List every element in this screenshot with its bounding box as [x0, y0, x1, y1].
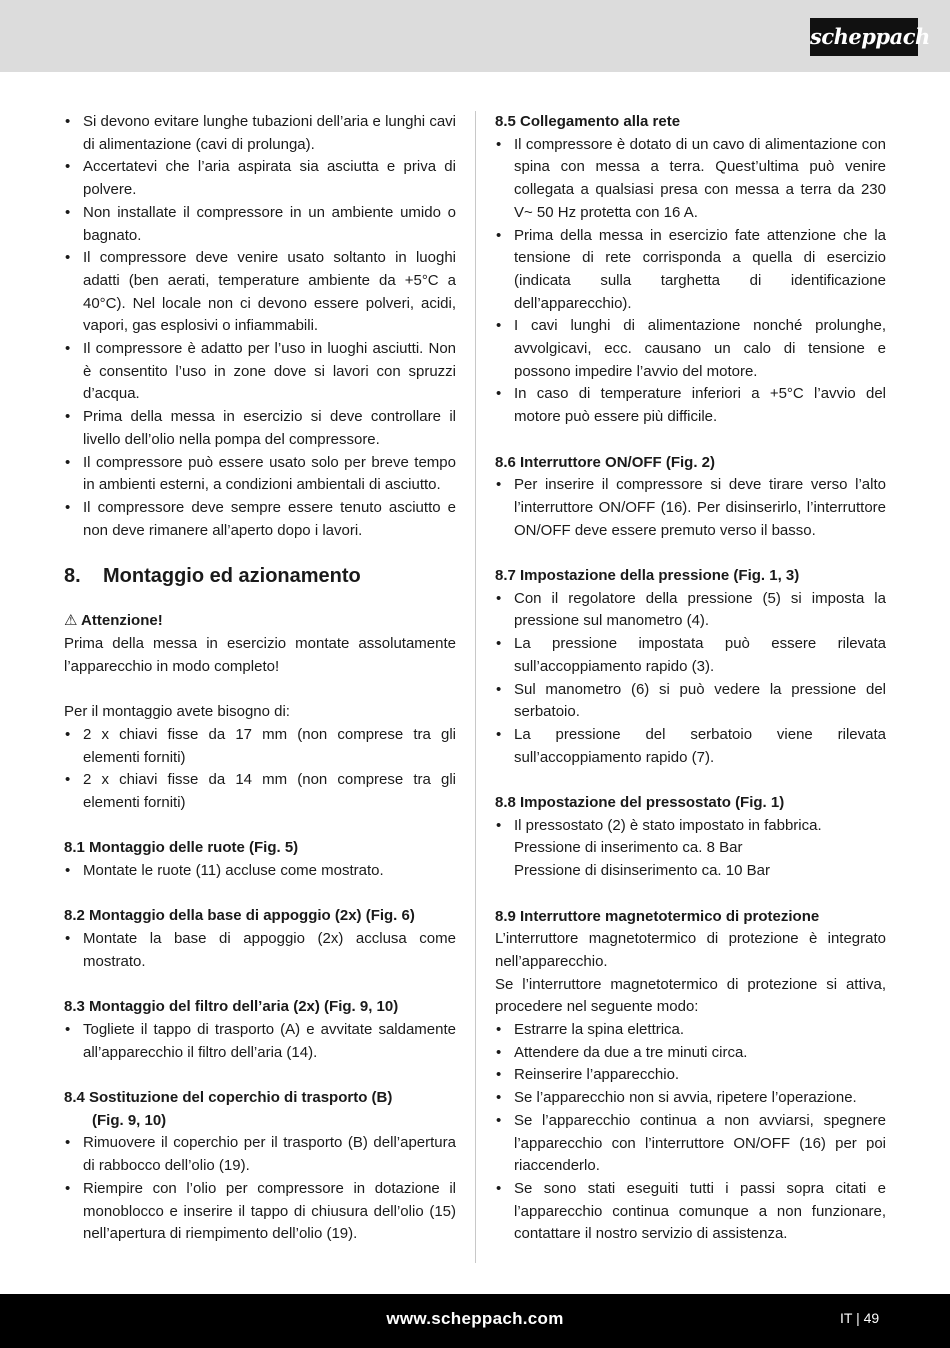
subsection-heading-8-7: 8.7 Impostazione della pressione (Fig. 1, 3)	[495, 567, 800, 585]
subsection-heading-8-8: 8.8 Impostazione del pressostato (Fig. 1)	[495, 794, 785, 812]
list-item: • Il compressore è dotato di un cavo di alimentazione con spina con messa a terra. Quest’ultima può venire collegata a qualsiasi presa con messa a terra da 230 V~ 50 Hz protetta con 16 A.	[495, 134, 886, 225]
list-item: • Montate le ruote (11) accluse come mostrato.	[64, 860, 456, 883]
footer-band	[0, 1294, 950, 1348]
subsection-heading-8-9: 8.9 Interruttore magnetotermico di protezione	[495, 907, 820, 925]
list-item: • 2 x chiavi fisse da 14 mm (non comprese tra gli elementi forniti)	[64, 769, 456, 814]
intro-bullet-list	[64, 111, 456, 542]
section-heading	[64, 564, 456, 588]
right-column	[495, 111, 886, 1246]
warning-heading: ⚠ Attenzione!	[64, 612, 163, 630]
list-item: • Attendere da due a tre minuti circa.	[495, 1042, 886, 1065]
switch-off-pressure: Pressione di disinserimento ca. 10 Bar	[514, 862, 770, 880]
list-item: • Togliete il tappo di trasporto (A) e avvitate saldamente all’apparecchio il filtro dell’aria (14).	[64, 1019, 456, 1064]
list-item: • Prima della messa in esercizio fate attenzione che la tensione di rete corrisponda a quella di esercizio (indicata sulla targhetta di identificazione dell’apparecchio).	[495, 225, 886, 316]
subsection-heading-8-1: 8.1 Montaggio delle ruote (Fig. 5)	[64, 839, 299, 857]
subsection-8-3-list	[64, 1019, 456, 1064]
list-item: • Prima della messa in esercizio si deve controllare il livello dell’olio nella pompa del compressore.	[64, 406, 456, 451]
subsection-8-4-list	[64, 1132, 456, 1246]
list-item: • Il pressostato (2) è stato impostato in fabbrica.	[495, 815, 886, 838]
list-item: • I cavi lunghi di alimentazione nonché prolunghe, avvolgicavi, ecc. causano un calo di tensione e possono impedire l’avvio del motore.	[495, 315, 886, 383]
subsection-heading-8-4	[64, 1087, 456, 1132]
list-item: • Accertatevi che l’aria aspirata sia asciutta e priva di polvere.	[64, 156, 456, 201]
list-item: • Rimuovere il coperchio per il trasporto (B) dell’apertura di rabbocco dell’olio (19).	[64, 1132, 456, 1177]
subsection-8-8-list	[495, 815, 886, 838]
list-item: • Il compressore può essere usato solo per breve tempo in ambienti esterni, a condizioni ambientali di asciutto.	[64, 452, 456, 497]
column-divider	[475, 111, 476, 1263]
subsection-heading-8-2: 8.2 Montaggio della base di appoggio (2x) (Fig. 6)	[64, 907, 415, 925]
footer-website-link[interactable]: www.scheppach.com	[386, 1309, 564, 1328]
subsection-heading-8-4-line2: (Fig. 9, 10)	[92, 1111, 167, 1129]
subsection-8-1-list	[64, 860, 456, 883]
list-item: • In caso di temperature inferiori a +5°C l’avvio del motore può essere più difficile.	[495, 383, 886, 428]
page-number: IT | 49	[840, 1310, 880, 1326]
section-number: 8.	[64, 565, 81, 588]
list-item: • Riempire con l’olio per compressore in dotazione il monoblocco e inserire il tappo di chiusura dell’olio (15) nell’apertura di riempimento dell’olio (19).	[64, 1178, 456, 1246]
subsection-8-7-list	[495, 588, 886, 770]
subsection-8-5-list	[495, 134, 886, 429]
subsection-heading-8-4-line1: 8.4 Sostituzione del coperchio di trasporto (B)	[64, 1089, 393, 1107]
list-item: • Estrarre la spina elettrica.	[495, 1019, 886, 1042]
list-item: • Se l’apparecchio continua a non avviarsi, spegnere l’apparecchio con l’interruttore ON/OFF (16) per poi riaccenderlo.	[495, 1110, 886, 1178]
subsection-8-9-list	[495, 1019, 886, 1246]
list-item: • Reinserire l’apparecchio.	[495, 1064, 886, 1087]
breaker-text-1: L’interruttore magnetotermico di protezione è integrato nell’apparecchio.	[495, 930, 886, 970]
section-title: Montaggio ed azionamento	[103, 565, 361, 588]
brand-logo: scheppach	[810, 18, 918, 56]
tools-intro: Per il montaggio avete bisogno di:	[64, 703, 290, 721]
list-item: • Il compressore è adatto per l’uso in luoghi asciutti. Non è consentito l’uso in zone dove si lavori con spruzzi d’acqua.	[64, 338, 456, 406]
tools-bullet-list	[64, 724, 456, 815]
left-column	[64, 111, 456, 1246]
header-band	[0, 0, 950, 72]
list-item: • Il compressore deve sempre essere tenuto asciutto e non deve rimanere all’aperto dopo i lavori.	[64, 497, 456, 542]
list-item: • La pressione del serbatoio viene rilevata sull’accoppiamento rapido (7).	[495, 724, 886, 769]
list-item: • Per inserire il compressore si deve tirare verso l’alto l’interruttore ON/OFF (16). Per disinserirlo, l’interruttore ON/OFF deve essere premuto verso il basso.	[495, 474, 886, 542]
list-item: • Se sono stati eseguiti tutti i passi sopra citati e l’apparecchio continua comunque a non funzionare, contattare il nostro servizio di assistenza.	[495, 1178, 886, 1246]
subsection-8-6-list	[495, 474, 886, 542]
subsection-heading-8-5: 8.5 Collegamento alla rete	[495, 113, 681, 130]
list-item: • Con il regolatore della pressione (5) si imposta la pressione sul manometro (4).	[495, 588, 886, 633]
list-item: • 2 x chiavi fisse da 17 mm (non comprese tra gli elementi forniti)	[64, 724, 456, 769]
list-item: • Si devono evitare lunghe tubazioni dell’aria e lunghi cavi di alimentazione (cavi di prolunga).	[64, 111, 456, 156]
list-item: • Montate la base di appoggio (2x) acclusa come mostrato.	[64, 928, 456, 973]
subsection-heading-8-3: 8.3 Montaggio del filtro dell’aria (2x) (Fig. 9, 10)	[64, 998, 399, 1016]
switch-on-pressure: Pressione di inserimento ca. 8 Bar	[514, 839, 743, 857]
list-item: • Il compressore deve venire usato soltanto in luoghi adatti (ben aerati, temperature ambiente da +5°C a 40°C). Nel locale non ci devono essere polveri, acidi, vapori, gas esplosivi o infiammabili.	[64, 247, 456, 338]
list-item: • Non installate il compressore in un ambiente umido o bagnato.	[64, 202, 456, 247]
list-item: • Sul manometro (6) si può vedere la pressione del serbatoio.	[495, 679, 886, 724]
list-item: • Se l’apparecchio non si avvia, ripetere l’operazione.	[495, 1087, 886, 1110]
list-item: • La pressione impostata può essere rilevata sull’accoppiamento rapido (3).	[495, 633, 886, 678]
breaker-text-2: Se l’interruttore magnetotermico di protezione si attiva, procedere nel seguente modo:	[495, 975, 886, 1016]
subsection-heading-8-6: 8.6 Interruttore ON/OFF (Fig. 2)	[495, 453, 716, 471]
subsection-8-2-list	[64, 928, 456, 973]
warning-text: Prima della messa in esercizio montate assolutamente l’apparecchio in modo completo!	[64, 635, 456, 675]
